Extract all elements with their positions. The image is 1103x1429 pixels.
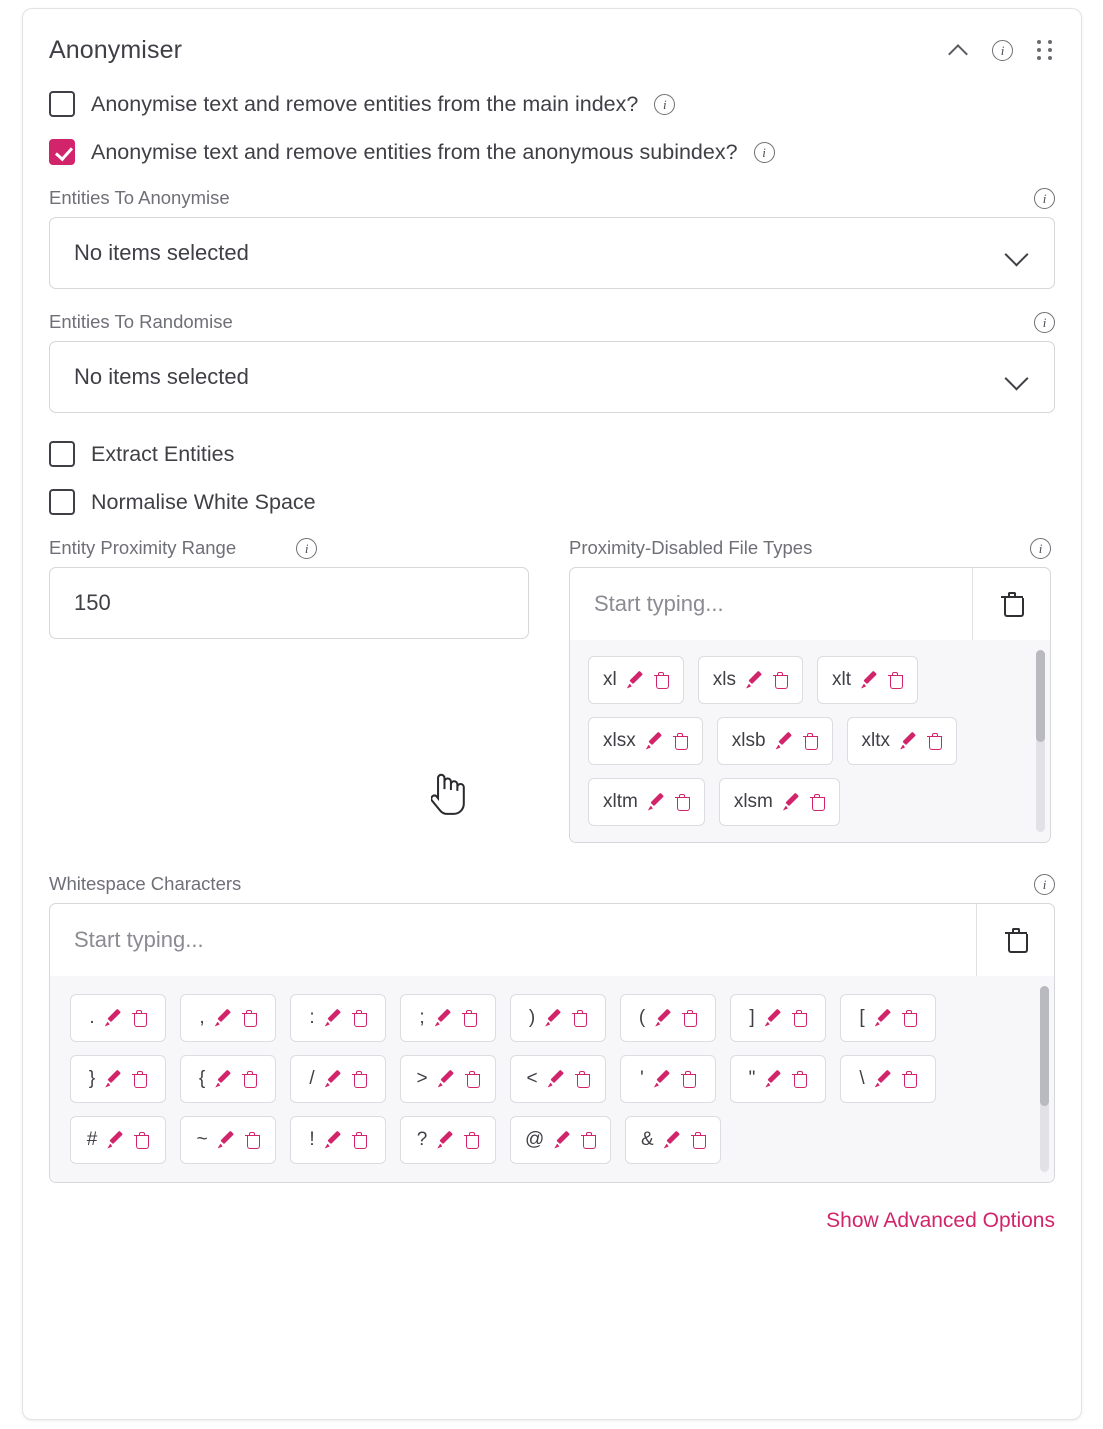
entity-proximity-range-input[interactable]	[49, 567, 529, 639]
info-icon-main-index[interactable]: i	[654, 94, 675, 115]
trash-icon[interactable]	[675, 794, 690, 811]
pencil-icon[interactable]	[783, 794, 800, 811]
tag-item	[510, 1116, 611, 1164]
pencil-icon[interactable]	[655, 1010, 672, 1027]
tag-label: ~	[196, 1129, 208, 1150]
trash-icon[interactable]	[927, 733, 942, 750]
proximity-disabled-file-types-group	[569, 537, 1051, 843]
entities-to-randomise-select[interactable]	[49, 341, 1055, 413]
tag-item	[180, 1055, 276, 1103]
page-title: Anonymiser	[49, 35, 182, 64]
tag-label: {	[198, 1068, 206, 1089]
tag-label: @	[525, 1129, 545, 1150]
trash-icon[interactable]	[134, 1132, 149, 1149]
entities-to-randomise-value: No items selected	[74, 364, 249, 389]
chevron-up-icon[interactable]	[948, 40, 968, 60]
entities-to-anonymise-label-row	[49, 187, 1055, 209]
pencil-icon[interactable]	[654, 1071, 671, 1088]
checkbox-label-anonymous-subindex: Anonymise text and remove entities from the anonymous subindex?	[91, 139, 738, 164]
tag-item	[510, 994, 606, 1042]
info-icon[interactable]: i	[992, 40, 1013, 61]
whitespace-tag-list	[70, 994, 1034, 1164]
whitespace-clear-button[interactable]	[976, 904, 1054, 976]
tag-item	[719, 778, 840, 826]
tag-item	[847, 717, 958, 765]
trash-icon[interactable]	[581, 1132, 596, 1149]
pencil-icon[interactable]	[105, 1010, 122, 1027]
trash-icon[interactable]	[245, 1132, 260, 1149]
whitespace-characters-label-row	[49, 873, 1055, 895]
entity-proximity-range-group	[49, 537, 529, 639]
trash-icon[interactable]	[352, 1071, 367, 1088]
tag-label: xltm	[603, 791, 638, 812]
panel-header	[23, 9, 1081, 91]
trash-icon[interactable]	[132, 1010, 147, 1027]
pencil-icon[interactable]	[900, 733, 917, 750]
tag-label: !	[309, 1129, 315, 1150]
header-tools	[948, 39, 1055, 61]
pencil-icon[interactable]	[648, 794, 665, 811]
chevron-down-icon	[1004, 246, 1030, 260]
tag-label: }	[88, 1068, 96, 1089]
trash-icon[interactable]	[673, 733, 688, 750]
pencil-icon[interactable]	[325, 1132, 342, 1149]
entities-to-anonymise-value: No items selected	[74, 240, 249, 265]
proximity-section	[49, 537, 1055, 843]
trash-icon[interactable]	[902, 1010, 917, 1027]
pencil-icon[interactable]	[107, 1132, 124, 1149]
pencil-icon[interactable]	[554, 1132, 571, 1149]
tag-label: ?	[416, 1129, 428, 1150]
tag-label: "	[748, 1068, 756, 1089]
proximity-file-types-clear-button[interactable]	[972, 568, 1050, 640]
entity-proximity-range-value: 150	[74, 590, 111, 615]
trash-icon[interactable]	[242, 1071, 257, 1088]
checkbox-label-extract-entities: Extract Entities	[91, 441, 235, 466]
trash-icon[interactable]	[575, 1071, 590, 1088]
whitespace-input-row	[50, 904, 1054, 976]
tag-label: xl	[603, 669, 617, 690]
checkbox-row-anonymous-subindex	[49, 139, 1055, 165]
trash-icon[interactable]	[810, 794, 825, 811]
tag-item	[730, 1055, 826, 1103]
tag-label: &	[640, 1129, 654, 1150]
tag-label: '	[640, 1068, 644, 1089]
pencil-icon[interactable]	[105, 1071, 122, 1088]
proximity-file-types-input[interactable]	[570, 568, 972, 640]
proximity-file-types-tag-list	[588, 656, 1032, 826]
tag-label: :	[309, 1007, 315, 1028]
trash-icon[interactable]	[682, 1010, 697, 1027]
trash-icon[interactable]	[681, 1071, 696, 1088]
pencil-icon[interactable]	[627, 672, 644, 689]
tag-item	[588, 778, 705, 826]
tag-item	[290, 1116, 386, 1164]
pencil-icon[interactable]	[435, 1010, 452, 1027]
tag-item	[400, 1116, 496, 1164]
tag-item	[290, 1055, 386, 1103]
tag-item	[840, 1055, 936, 1103]
tag-item	[625, 1116, 721, 1164]
trash-icon[interactable]	[352, 1010, 367, 1027]
trash-icon[interactable]	[773, 672, 788, 689]
tag-label: #	[86, 1129, 98, 1150]
tag-label: xlsm	[733, 791, 773, 812]
proximity-file-types-scrollbar[interactable]	[1036, 650, 1045, 832]
tag-item	[400, 994, 496, 1042]
trash-icon[interactable]	[132, 1071, 147, 1088]
pencil-icon[interactable]	[215, 1071, 232, 1088]
trash-icon[interactable]	[462, 1010, 477, 1027]
tag-label: xltx	[861, 730, 891, 751]
proximity-disabled-file-types-label: Proximity-Disabled File Types	[569, 537, 813, 558]
whitespace-characters-group	[49, 873, 1055, 1183]
tag-item	[290, 994, 386, 1042]
tag-label: /	[309, 1068, 315, 1089]
entity-proximity-range-label-row	[49, 537, 529, 559]
trash-icon[interactable]	[352, 1132, 367, 1149]
info-icon-entity-proximity-range[interactable]: i	[296, 538, 317, 559]
pencil-icon[interactable]	[746, 672, 763, 689]
tag-item	[620, 1055, 716, 1103]
tag-item	[510, 1055, 606, 1103]
proximity-file-types-tag-area	[570, 640, 1050, 842]
tag-item	[588, 656, 684, 704]
info-icon-proximity-disabled-file-types[interactable]: i	[1030, 538, 1051, 559]
tag-item	[180, 1116, 276, 1164]
tag-label: (	[638, 1007, 646, 1028]
tag-label: )	[528, 1007, 536, 1028]
show-advanced-options-link[interactable]: Show Advanced Options	[826, 1209, 1055, 1232]
drag-handle-icon[interactable]	[1037, 39, 1055, 61]
checkbox-anonymise-main-index[interactable]	[49, 91, 75, 117]
proximity-file-types-placeholder: Start typing...	[594, 591, 724, 616]
checkbox-label-normalise-white-space: Normalise White Space	[91, 489, 316, 514]
trash-icon[interactable]	[691, 1132, 706, 1149]
tag-label: ]	[749, 1007, 755, 1028]
info-icon-entities-to-randomise[interactable]: i	[1034, 312, 1055, 333]
tag-item	[717, 717, 833, 765]
trash-icon[interactable]	[792, 1071, 807, 1088]
tag-label: ;	[419, 1007, 425, 1028]
pencil-icon[interactable]	[765, 1071, 782, 1088]
entity-proximity-range-label: Entity Proximity Range	[49, 537, 237, 558]
pencil-icon[interactable]	[218, 1132, 235, 1149]
tag-label: ,	[199, 1007, 205, 1028]
tag-label: xlsx	[603, 730, 636, 751]
tag-item	[588, 717, 703, 765]
trash-icon[interactable]	[803, 733, 818, 750]
trash-icon[interactable]	[464, 1132, 479, 1149]
whitespace-characters-label: Whitespace Characters	[49, 873, 242, 894]
whitespace-placeholder: Start typing...	[74, 927, 204, 952]
checkbox-label-main-index: Anonymise text and remove entities from the main index?	[91, 91, 639, 116]
pencil-icon[interactable]	[545, 1010, 562, 1027]
entities-to-anonymise-select[interactable]	[49, 217, 1055, 289]
entities-to-randomise-label-row	[49, 311, 1055, 333]
tag-label: [	[859, 1007, 865, 1028]
tag-label: \	[859, 1068, 865, 1089]
entities-to-randomise-label: Entities To Randomise	[49, 311, 233, 332]
info-icon-anonymous-subindex[interactable]: i	[754, 142, 775, 163]
trash-icon[interactable]	[465, 1071, 480, 1088]
trash-icon[interactable]	[242, 1010, 257, 1027]
chevron-down-icon	[1004, 370, 1030, 384]
checkbox-row-main-index	[49, 91, 1055, 117]
trash-icon[interactable]	[792, 1010, 807, 1027]
pencil-icon[interactable]	[875, 1071, 892, 1088]
proximity-disabled-file-types-label-row	[569, 537, 1051, 559]
pencil-icon[interactable]	[215, 1010, 232, 1027]
proximity-file-types-input-row	[570, 568, 1050, 640]
tag-label: xlsb	[731, 730, 766, 751]
info-icon-entities-to-anonymise[interactable]: i	[1034, 188, 1055, 209]
pencil-icon[interactable]	[875, 1010, 892, 1027]
pencil-icon[interactable]	[548, 1071, 565, 1088]
tag-label: >	[416, 1068, 428, 1089]
entities-to-anonymise-label: Entities To Anonymise	[49, 187, 230, 208]
checkbox-row-extract-entities	[49, 441, 1055, 467]
pencil-icon[interactable]	[664, 1132, 681, 1149]
pencil-icon[interactable]	[325, 1071, 342, 1088]
tag-item	[840, 994, 936, 1042]
whitespace-scrollbar[interactable]	[1040, 986, 1049, 1172]
trash-icon	[1005, 928, 1027, 952]
trash-icon[interactable]	[888, 672, 903, 689]
checkbox-normalise-white-space[interactable]	[49, 489, 75, 515]
tag-item	[70, 1116, 166, 1164]
checkbox-extract-entities[interactable]	[49, 441, 75, 467]
pencil-icon[interactable]	[765, 1010, 782, 1027]
tag-item	[70, 994, 166, 1042]
panel-body	[23, 91, 1081, 1239]
trash-icon[interactable]	[572, 1010, 587, 1027]
pencil-icon[interactable]	[438, 1071, 455, 1088]
whitespace-input[interactable]	[50, 904, 976, 976]
tag-item	[400, 1055, 496, 1103]
tag-item	[180, 994, 276, 1042]
pencil-icon[interactable]	[861, 672, 878, 689]
tag-label: xlt	[831, 669, 851, 690]
tag-item	[698, 656, 803, 704]
tag-label: xls	[712, 669, 736, 690]
tag-label: <	[526, 1068, 538, 1089]
checkbox-row-normalise-white-space	[49, 489, 1055, 515]
proximity-disabled-file-types-control	[569, 567, 1051, 843]
trash-icon[interactable]	[654, 672, 669, 689]
info-icon-whitespace-characters[interactable]: i	[1034, 874, 1055, 895]
tag-label: .	[89, 1007, 95, 1028]
tag-item	[620, 994, 716, 1042]
tag-item	[817, 656, 918, 704]
anonymiser-panel	[22, 8, 1082, 1420]
tag-item	[730, 994, 826, 1042]
tag-item	[70, 1055, 166, 1103]
panel-footer	[49, 1209, 1055, 1239]
checkbox-anonymise-anonymous-subindex[interactable]	[49, 139, 75, 165]
trash-icon	[1001, 592, 1023, 616]
pencil-icon[interactable]	[646, 733, 663, 750]
pencil-icon[interactable]	[437, 1132, 454, 1149]
whitespace-tag-area	[50, 976, 1054, 1182]
pencil-icon[interactable]	[325, 1010, 342, 1027]
pencil-icon[interactable]	[776, 733, 793, 750]
whitespace-characters-control	[49, 903, 1055, 1183]
trash-icon[interactable]	[902, 1071, 917, 1088]
